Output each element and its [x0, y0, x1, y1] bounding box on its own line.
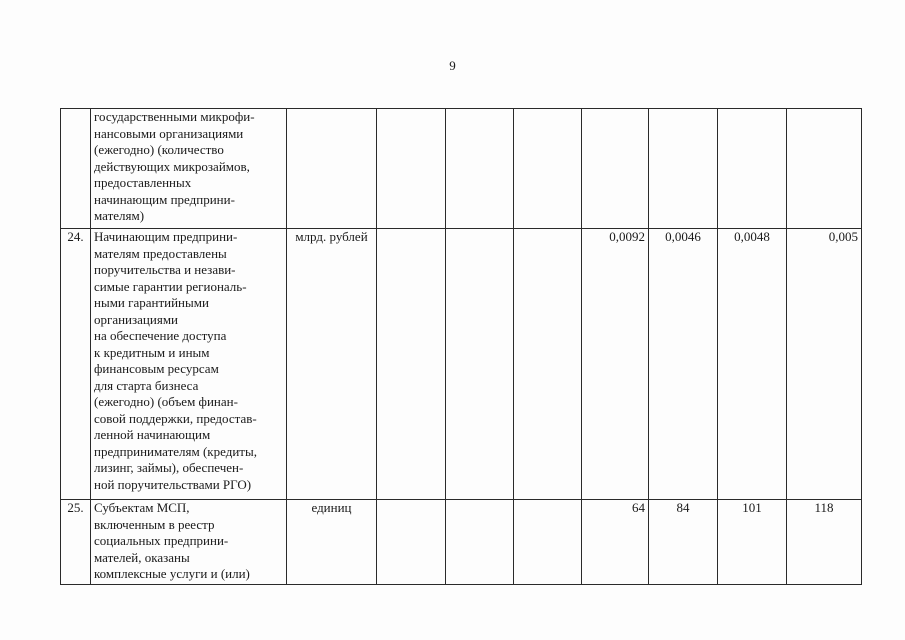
value-cell	[514, 500, 582, 585]
value-cell	[377, 109, 446, 229]
indicator-name-line: нансовыми организациями	[94, 125, 244, 141]
indicator-name-line: совой поддержки, предостав-	[94, 410, 257, 426]
indicator-name-line: для старта бизнеса	[94, 377, 199, 393]
value-cell: 0,005	[787, 229, 862, 500]
indicator-name-line: ными гарантийными	[94, 295, 209, 310]
value-cell	[514, 109, 582, 229]
indicators-table	[60, 108, 862, 585]
indicator-name-line: предпринимателям (кредиты,	[94, 443, 257, 459]
unit-cell: единиц	[287, 500, 377, 585]
indicator-name-line: государственными микрофи-	[94, 109, 255, 124]
indicator-name-line: Начинающим предприни-	[94, 229, 238, 244]
value-cell: 64	[582, 500, 649, 585]
indicator-name-line: предоставленных	[94, 175, 192, 190]
value-cell: 0,0048	[718, 229, 787, 500]
value-cell: 101	[718, 500, 787, 585]
indicator-name-line: действующих микрозаймов,	[94, 158, 250, 174]
table-row-24	[61, 229, 862, 500]
indicator-name-line: (ежегодно) (количество	[94, 142, 224, 157]
indicator-name-line: ной поручительствами РГО)	[94, 476, 252, 492]
indicator-name-line: мателям предоставлены	[94, 245, 227, 261]
value-cell	[377, 500, 446, 585]
indicator-name-line: мателей, оказаны	[94, 549, 190, 565]
unit-cell: млрд. рублей	[287, 229, 377, 500]
indicator-name-line: лизинг, займы), обеспечен-	[94, 460, 244, 475]
value-cell	[582, 109, 649, 229]
indicator-name	[91, 500, 287, 585]
value-cell	[446, 109, 514, 229]
indicator-name-line: на обеспечение доступа	[94, 328, 227, 343]
value-cell	[718, 109, 787, 229]
value-cell	[377, 229, 446, 500]
table-row-continuation	[61, 109, 862, 229]
value-cell: 0,0046	[649, 229, 718, 500]
row-number: 25.	[61, 500, 91, 585]
indicator-name-line: комплексные услуги и (или)	[94, 566, 250, 581]
value-cell: 118	[787, 500, 862, 585]
value-cell	[446, 500, 514, 585]
indicator-name-line: включенным в реестр	[94, 516, 215, 532]
indicator-name-line: Субъектам МСП,	[94, 500, 190, 515]
indicator-name-line: организациями	[94, 311, 178, 327]
indicator-name-line: к кредитным и иным	[94, 344, 210, 360]
value-cell	[446, 229, 514, 500]
value-cell: 84	[649, 500, 718, 585]
indicator-name-line: (ежегодно) (объем финан-	[94, 394, 238, 409]
table-row-25	[61, 500, 862, 585]
indicator-name-line: социальных предприни-	[94, 533, 229, 548]
indicator-name-line: симые гарантии региональ-	[94, 278, 247, 294]
value-cell	[787, 109, 862, 229]
row-number: 24.	[61, 229, 91, 500]
value-cell: 0,0092	[582, 229, 649, 500]
indicator-name	[91, 109, 287, 229]
row-number	[61, 109, 91, 229]
unit-cell	[287, 109, 377, 229]
indicator-name-line: мателям)	[94, 208, 145, 223]
indicator-name	[91, 229, 287, 500]
indicator-name-line: поручительства и незави-	[94, 262, 236, 277]
page-number: 9	[449, 58, 456, 73]
value-cell	[649, 109, 718, 229]
indicator-name-line: финансовым ресурсам	[94, 361, 219, 376]
indicator-name-line: ленной начинающим	[94, 427, 211, 442]
indicator-name-line: начинающим предприни-	[94, 191, 235, 207]
value-cell	[514, 229, 582, 500]
